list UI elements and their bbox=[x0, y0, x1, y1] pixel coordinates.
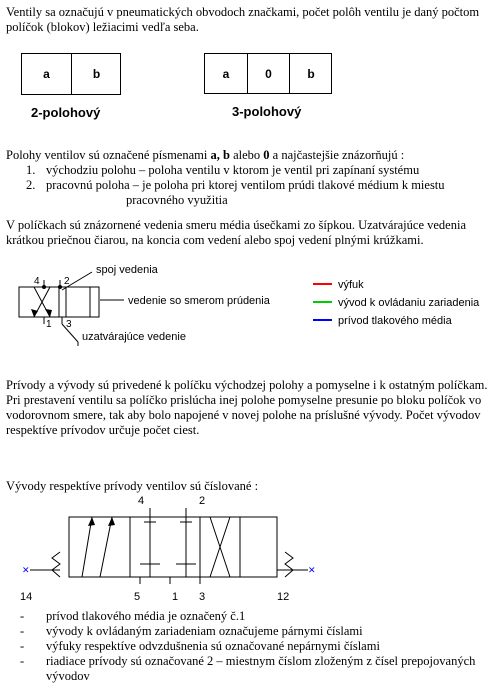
two-position-valve-symbol bbox=[21, 53, 121, 95]
port-label-5: 5 bbox=[134, 591, 141, 603]
legend-label-exhaust: výfuk bbox=[338, 279, 364, 291]
port-label-14: 14 bbox=[20, 591, 33, 603]
three-position-label: 3-polohový bbox=[232, 104, 302, 119]
port-label-3: 3 bbox=[66, 319, 72, 330]
ports-paragraph: Prívody a vývody sú privedené k políčku východzej polohy a pomyselne i k ostatným políčkam. Pri prestavení ventilu sa políčko prislúcha inej polohe pomyselne presunie po bloku políčok vo vodorovnom smere, tak aby bolo napojené v novej polohe na príslušné vývody. Počet vývodov respektíve prívodov určuje počet ciest. bbox=[6, 378, 488, 437]
intro-paragraph: Ventily sa označujú v pneumatických obvodoch značkami, počet polôh ventilu je daný počtom políčok (blokov) ležiacimi vedľa seba. bbox=[6, 5, 480, 34]
port-label-4: 4 bbox=[34, 276, 40, 287]
five-two-valve-diagram bbox=[0, 492, 498, 607]
numbering-intro: Vývody respektíve prívody ventilov sú číslované : bbox=[6, 479, 259, 493]
port-label-2: 2 bbox=[199, 495, 206, 507]
valve-cell-0: 0 bbox=[265, 66, 272, 81]
svg-text:✕: ✕ bbox=[308, 565, 316, 575]
positions-list bbox=[6, 163, 492, 208]
callout-uzatvarajuce: uzatvárajúce vedenie bbox=[82, 331, 186, 343]
valve-symbol-diagram bbox=[0, 258, 498, 358]
valve-cell-a: a bbox=[222, 66, 230, 81]
list-item: 1. východziu polohu – poloha ventilu v ktorom je ventil pri zapínaní systému bbox=[26, 163, 420, 177]
valve-cell-a: a bbox=[43, 67, 50, 81]
callout-vedenie-so-smerom: vedenie so smerom prúdenia bbox=[128, 295, 270, 307]
svg-text:✕: ✕ bbox=[22, 565, 30, 575]
positions-intro: Polohy ventilov sú označené písmenami a, b alebo 0 a najčastejšie znázorňujú : bbox=[6, 148, 405, 162]
port-label-4: 4 bbox=[138, 495, 145, 507]
valve-cell-b: b bbox=[92, 67, 101, 81]
legend-label-supply: prívod tlakového média bbox=[338, 315, 452, 327]
port-label-12: 12 bbox=[277, 591, 290, 603]
list-item: - prívod tlakového média je označený č.1 bbox=[20, 609, 246, 623]
port-label-2: 2 bbox=[64, 276, 70, 287]
arrows-paragraph: V políčkach sú znázornené vedenia smeru média úsečkami zo šípkou. Uzatvárajúce vedenia krátkou priečnou čiarou, na koncia com vedení alebo spoj vedení plnými krúžkami. bbox=[6, 218, 466, 247]
list-item: - riadiace prívody sú označované 2 – miestnym číslom zloženým z čísel prepojovaných vývodov bbox=[20, 654, 476, 683]
list-item: - vývody k ovládaným zariadeniam označujeme párnymi číslami bbox=[20, 624, 363, 638]
list-item: 2. pracovnú poloha – je poloha pri ktorej ventilom prúdi tlakové médium k miestu pracovného využitia bbox=[26, 178, 445, 207]
three-position-valve-symbol bbox=[204, 53, 332, 94]
numbering-rules-list bbox=[20, 609, 490, 684]
callout-spoj-vedenia: spoj vedenia bbox=[96, 264, 158, 276]
valve-cell-b: b bbox=[307, 66, 315, 81]
two-position-label: 2-polohový bbox=[31, 105, 101, 120]
legend-label-output: vývod k ovládaniu zariadenia bbox=[338, 297, 480, 309]
port-label-3: 3 bbox=[199, 591, 206, 603]
list-item: - výfuky respektíve odvzdušnenia sú označované nepárnymi číslami bbox=[20, 639, 380, 653]
port-label-1: 1 bbox=[172, 591, 179, 603]
port-label-1: 1 bbox=[46, 319, 52, 330]
